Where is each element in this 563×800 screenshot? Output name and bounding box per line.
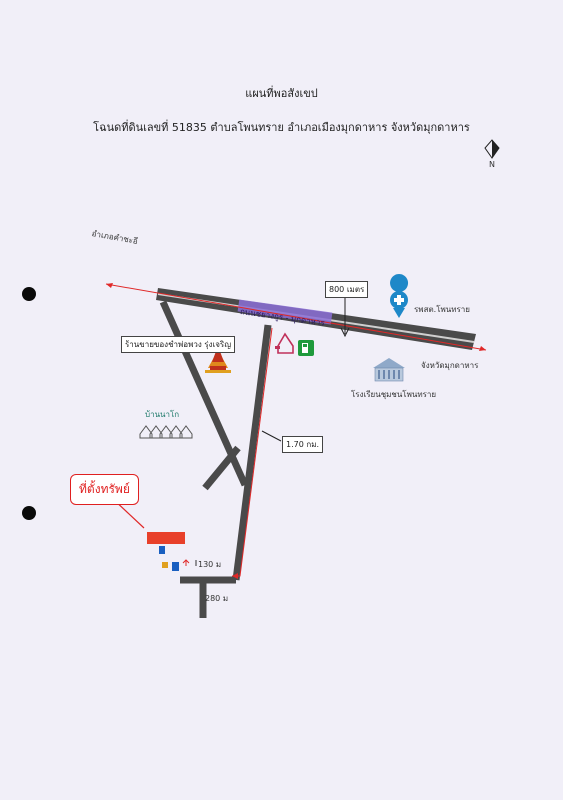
map-title: แผนที่พอสังเขป <box>245 87 318 100</box>
label-distance-130: 130 ม <box>198 560 222 569</box>
label-hospital: รพสต.โพนทราย <box>414 305 470 314</box>
property-blue-block-1 <box>159 546 165 554</box>
distance-130-arrow <box>183 560 189 566</box>
school-icon <box>373 358 405 381</box>
north-label: N <box>489 160 495 169</box>
property-marker-small <box>162 562 168 568</box>
label-road-name: ถนนชยางกูร - มุกดาหาร <box>239 306 326 328</box>
property-callout: ที่ตั้งทรัพย์ <box>70 474 139 505</box>
hospital-icon <box>390 274 408 318</box>
north-arrow-icon <box>485 140 499 158</box>
label-distance-280: 280 ม <box>205 594 229 603</box>
fuel-station-icon <box>298 340 314 356</box>
label-province-direction: จังหวัดมุกดาหาร <box>421 361 479 370</box>
label-district-top: อำเภอคำชะอี <box>91 228 139 246</box>
label-village: บ้านนาโก <box>145 410 180 419</box>
distance-170-pointer <box>262 431 281 441</box>
map-subtitle: โฉนดที่ดินเลขที่ 51835 ตำบลโพนทราย อำเภอเมืองมุกดาหาร จังหวัดมุกดาหาร <box>93 121 470 134</box>
label-shop: ร้านขายของชำพ่อพวง รุ่งเจริญ <box>121 336 235 353</box>
label-distance-170: 1.70 กม. <box>282 436 323 453</box>
property-building-icon <box>147 532 185 544</box>
village-houses-icon <box>140 426 192 438</box>
house-icon <box>275 334 293 353</box>
label-school: โรงเรียนชุมชนโพนทราย <box>351 390 437 399</box>
label-distance-800: 800 เมตร <box>325 281 368 298</box>
property-blue-block-2 <box>172 562 179 571</box>
